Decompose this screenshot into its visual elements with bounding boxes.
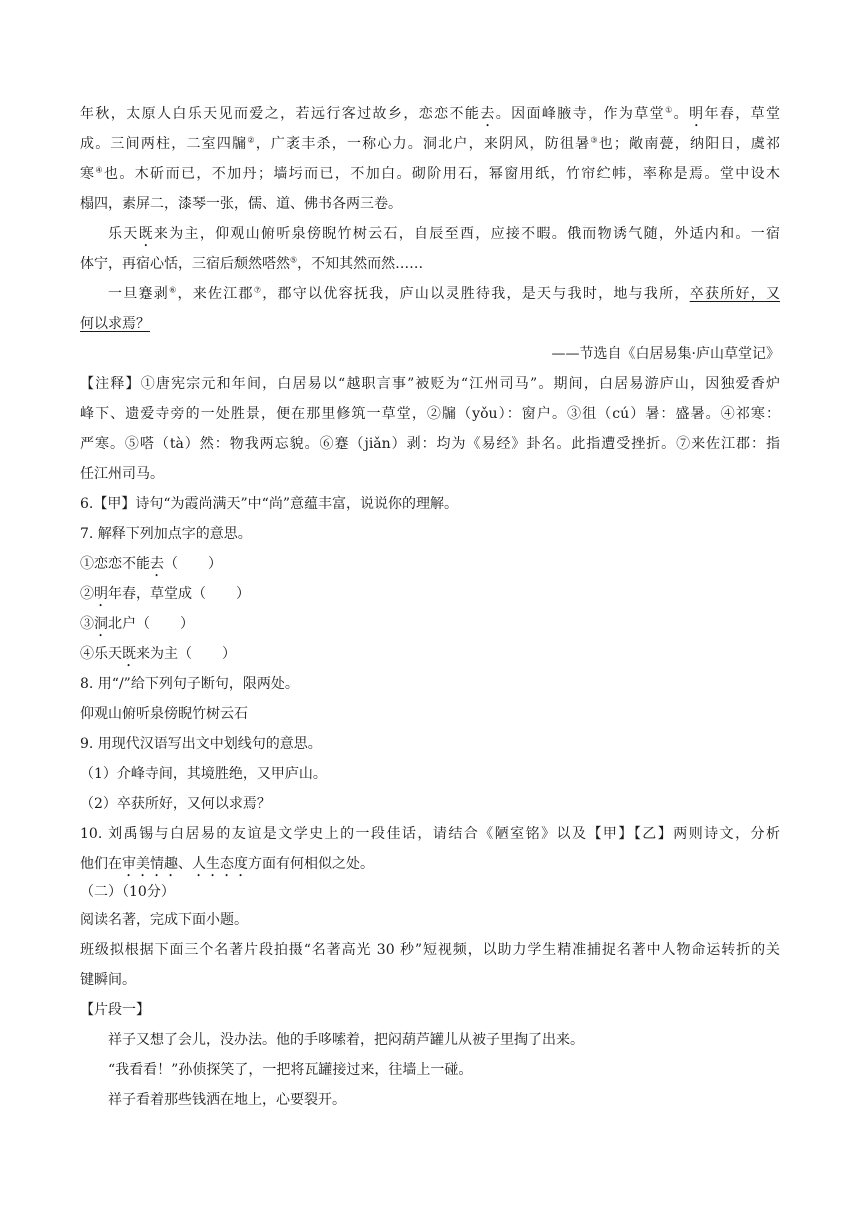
text-run: 乐天 [108,226,139,242]
text-run: 也。木斫而已，不加丹；墙圬而已，不加白。砌阶用石，幂窗用纸，竹帘纻帏，率称是焉。堂中设木 [103,166,780,182]
passage-line [80,129,780,159]
question-7-item [80,579,780,609]
footnote-marker: ④ [95,165,104,175]
fragment-title: 【片段一】 [80,1002,150,1018]
text-run: 一旦蹇剥 [108,286,170,302]
underlined-sentence: 何以求焉？ [80,316,150,332]
text-run: ，广袤丰杀，一称心力。洞北户，来阴风，防徂暑 [255,136,591,152]
notes-line: 任江州司马。 [80,466,164,482]
passage-line [80,159,780,189]
source-citation: ——节选自《白居易集·庐山草堂记》 [551,346,780,362]
text-run: 。 [673,106,690,122]
text-run: ③ [80,616,94,632]
footnote-marker: ② [247,135,256,145]
fragment-paragraph: 祥子看着那些钱洒在地上，心要裂开。 [108,1092,346,1108]
question-7-item [80,549,780,579]
text-run: ④乐天 [80,646,122,662]
dotted-char: 去 [480,106,496,122]
text-run: 来为主（ [136,646,192,662]
text-run: 也；敞南甍，纳阳日，虞祁 [598,136,780,152]
question-8-sentence: 仰观山俯听泉傍睨竹树云石 [80,706,248,722]
fragment-paragraph: 祥子又想了会儿，没办法。他的手哆嗦着，把闷葫芦罐儿从被子里掏了出来。 [108,1032,584,1048]
question-10-cont [80,849,780,879]
underlined-sentence: 卒获所好，又 [689,286,780,302]
question-9-item: （2）卒获所好，又何以求焉？ [80,796,271,812]
text-run: ② [80,586,94,602]
question-7-item [80,609,780,639]
dotted-char: 明 [689,106,705,122]
text-run: 、 [178,856,192,872]
document-page [80,99,780,1115]
text-run: 寒 [80,166,96,182]
task-line: 键瞬间。 [80,972,136,988]
notes-line: 严寒。⑤嗒（tà）然：物我两忘貌。⑥蹇（jiǎn）剥：均为《易经》卦名。此指遭受挫折。⑦来佐江郡：指 [80,436,780,452]
question-6: 6.【甲】诗句“为霞尚满天”中“尚”意蕴丰富，说说你的理解。 [80,496,458,512]
text-run: 年春，草堂成（ [108,586,206,602]
text-run: ，来佐江郡 [177,286,254,302]
passage-line [80,219,780,249]
text-run: 来为主，仰观山俯听泉傍睨竹树云石，自辰至酉，应接不暇。俄而物诱气随，外适内和。一宿 [153,226,780,242]
text-run: ） [180,616,194,632]
task-line: 班级拟根据下面三个名著片段拍摄“名著高光 30 秒”短视频，以助力学生精准捕捉名著中人物命运转折的关 [80,942,780,958]
question-9-item: （1）介峰寺间，其境胜绝，又甲庐山。 [80,766,327,782]
text-run: 北户（ [108,616,150,632]
footnote-marker: ⑤ [290,255,298,265]
footnote-marker: ① [665,105,674,115]
notes-line: 【注释】①唐宪宗元和年间，白居易以“越职言事”被贬为“江州司马”。期间，白居易游庐山，因独爱香炉 [80,376,780,392]
section-intro: 阅读名著，完成下面小题。 [80,912,248,928]
text-run: 成。三间两柱，二室四牖 [80,136,248,152]
footnote-marker: ⑦ [253,285,263,295]
question-8: 8. 用“/”给下列句子断句，限两处。 [80,676,299,692]
dotted-char: 既 [138,226,154,242]
dotted-char: 既 [122,646,136,662]
question-9: 9. 用现代汉语写出文中划线句的意思。 [80,736,322,752]
text-run: 他们在 [80,856,122,872]
text-run: （ [164,556,178,572]
passage-line: 榻四，素屏二，漆琴一张，儒、道、佛书各两三卷。 [80,196,402,212]
dotted-char: 明 [94,586,108,602]
text-run: 方面有何相似之处。 [248,856,374,872]
text-run: 年秋，太原人白乐天见而爱之，若远行客过故乡，恋恋不能 [80,106,481,122]
text-run: 。因面峰腋寺，作为草堂 [495,106,666,122]
text-run: ） [208,556,222,572]
text-run: ） [236,586,250,602]
question-7-item [80,639,780,669]
dotted-phrase: 审美情趣 [122,856,178,872]
passage-line [80,279,780,309]
dotted-phrase: 人生态度 [192,856,248,872]
passage-line [80,99,780,129]
text-run: 年春，草堂 [704,106,780,122]
question-10: 10. 刘禹锡与白居易的友谊是文学史上的一段佳话，请结合《陋室铭》以及【甲】【乙】两则诗文，分析 [80,826,780,842]
passage-line [80,249,780,279]
dotted-char: 洞 [94,616,108,632]
question-7: 7. 解释下列加点字的意思。 [80,526,252,542]
text-run: ①恋恋不能 [80,556,150,572]
section-header: （二）（10分） [80,884,175,900]
dotted-char: 去 [150,556,164,572]
footnote-marker: ③ [590,135,599,145]
passage-line [80,309,780,339]
text-run: ） [222,646,236,662]
fragment-paragraph: “我看看！”孙侦探笑了，一把将瓦罐接过来，往墙上一碰。 [108,1062,473,1078]
text-run: ，不知其然而然…… [297,256,424,272]
footnote-marker: ⑥ [169,285,178,295]
text-run: 体宁，再宿心恬，三宿后颓然嗒然 [80,256,290,272]
notes-line: 峰下、遗爱寺旁的一处胜景，便在那里修筑一草堂，②牖（yǒu）：窗户。③徂（cú）暑：盛暑。④祁寒： [80,406,780,422]
text-run: ，郡守以优容抚我，庐山以灵胜待我，是天与我时，地与我所， [262,286,690,302]
